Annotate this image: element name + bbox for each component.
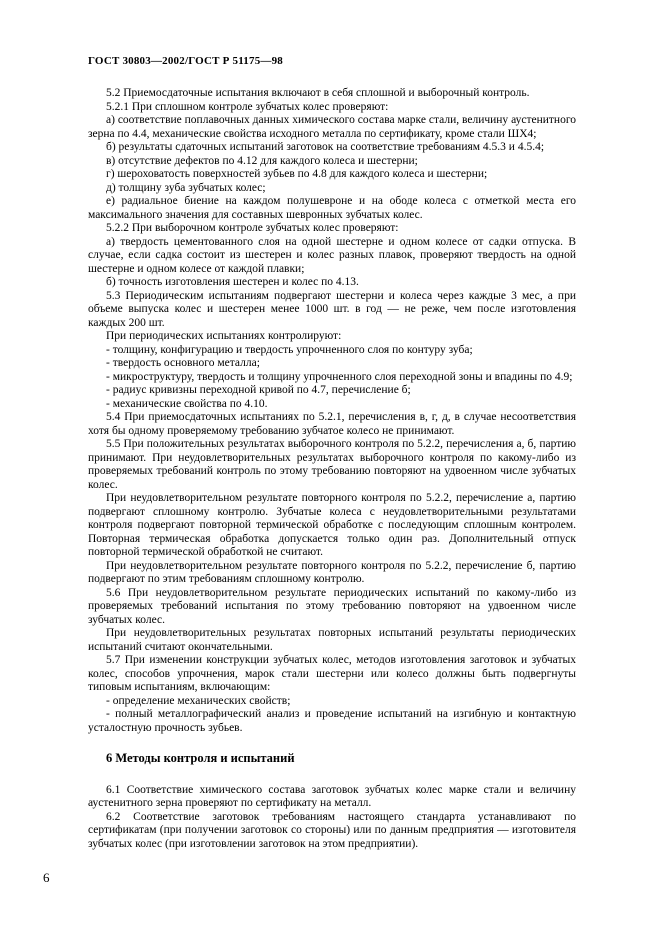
list-item: б) результаты сдаточных испытаний заготовок на соответствие требованиям 4.5.3 и 4.5.4; [106,141,545,153]
paragraph: 5.3 Периодическим испытаниям подвергают шестерни и колеса через каждые 3 мес, а при объеме выпуска колес и шестерен менее 1000 шт. в год — не реже, чем после изготовления каждых 200 шт. [88,289,576,329]
doc-body [88,87,576,851]
paragraph: При неудовлетворительном результате повторного контроля по 5.2.2, перечисление б, партию подвергают по этим требованиям сплошному контролю. [88,559,576,585]
list-item: д) толщину зуба зубчатых колес; [106,181,266,194]
page-number: 6 [43,870,50,885]
doc-number: ГОСТ 30803—2002/ГОСТ Р 51175—98 [88,55,284,67]
paragraph: 6.1 Соответствие химического состава заготовок зубчатых колес марке стали и величину аустенитного зерна проверяют по сертификату на металл. [88,783,576,809]
doc-header [88,55,576,67]
paragraph: 5.7 При изменении конструкции зубчатых колес, методов изготовления заготовок и зубчатых колес, способов упрочнения, марок стали шестерни или колесо должны быть подвергнуты типовым испытаниям, включающим: [88,654,576,693]
list-item: в) отсутствие дефектов по 4.12 для каждого колеса и шестерни; [106,154,418,167]
paragraph: При периодических испытаниях контролируют: [106,330,342,342]
paragraph: 5.2 Приемосдаточные испытания включают в себя сплошной и выборочный контроль. [106,87,530,99]
paragraph: При неудовлетворительном результате повторного контроля по 5.2.2, перечисление а, партию подвергают сплошному контролю. Зубчатые колеса с неудовлетворительными результатами контроля подвергают повторной термической обработке с последующим сплошным контролем. Повторная термическая обработка допускается только один раз. Дополнительный отпуск повторной термической обработкой не считают. [88,492,576,558]
list-item: - радиус кривизны переходной кривой по 4.7, перечисление б; [106,384,411,396]
list-item: б) точность изготовления шестерен и колес по 4.13. [106,276,359,288]
list-item: - механические свойства по 4.10. [106,397,268,410]
paragraph: 6.2 Соответствие заготовок требованиям настоящего стандарта устанавливают по сертификатам (при получении заготовок со стороны) или по данным предприятия — изготовителя зубчатых колес (при изготовлении заготовок на этом предприятии). [88,810,576,850]
list-item: - толщину, конфигурацию и твердость упрочненного слоя по контуру зуба; [106,343,473,356]
list-item: - микроструктуру, твердость и толщину упрочненного слоя переходной зоны и впадины по 4.9; [106,370,573,383]
paragraph: 5.2.1 При сплошном контроле зубчатых колес проверяют: [106,100,389,113]
list-item: а) соответствие поплавочных данных химического состава марке стали, величину аустенитного зерна по 4.4, механические свойства исходного металла по сертификату, кроме стали ШХ4; [88,114,576,140]
list-item: - твердость основного металла; [106,357,260,369]
paragraph: При неудовлетворительных результатах повторных испытаний результаты периодических испытаний считают окончательными. [88,627,576,653]
section-heading: 6 Методы контроля и испытаний [106,751,295,765]
paragraph: 5.5 При положительных результатах выборочного контроля по 5.2.2, перечисления а, б, партию принимают. При неудовлетворительных результатах выборочного контроля по какому-либо из проверяемых требований контроль по этому требованию повторяют на удвоенном числе зубчатых колес. [88,438,576,491]
list-item: а) твердость цементованного слоя на одной шестерне и одном колесе от садки отпуска. В случае, если садка состоит из шестерен и колес разных плавок, проверяют твердость на одной шестерне и одном колесе от каждой плавки; [88,235,576,275]
list-item: - полный металлографический анализ и проведение испытаний на изгибную и контактную усталостную прочность зубьев. [88,708,576,734]
list-item: е) радиальное биение на каждом полушевроне и на ободе колеса с отметкой места его максимального значения для составных шевронных зубчатых колес. [88,195,576,221]
paragraph: 5.4 При приемосдаточных испытаниях по 5.2.1, перечисления в, г, д, в случае несоответствия хотя бы одному проверяемому требованию зубчатое колесо не принимают. [88,411,576,437]
list-item: - определение механических свойств; [106,694,291,707]
paragraph: 5.6 При неудовлетворительном результате периодических испытаний по какому-либо из проверяемых требований испытания по этому требованию повторяют на удвоенном числе зубчатых колес. [88,586,576,626]
list-item: г) шероховатость поверхностей зубьев по 4.8 для каждого колеса и шестерни; [106,168,488,180]
paragraph: 5.2.2 При выборочном контроле зубчатых колес проверяют: [106,222,399,234]
